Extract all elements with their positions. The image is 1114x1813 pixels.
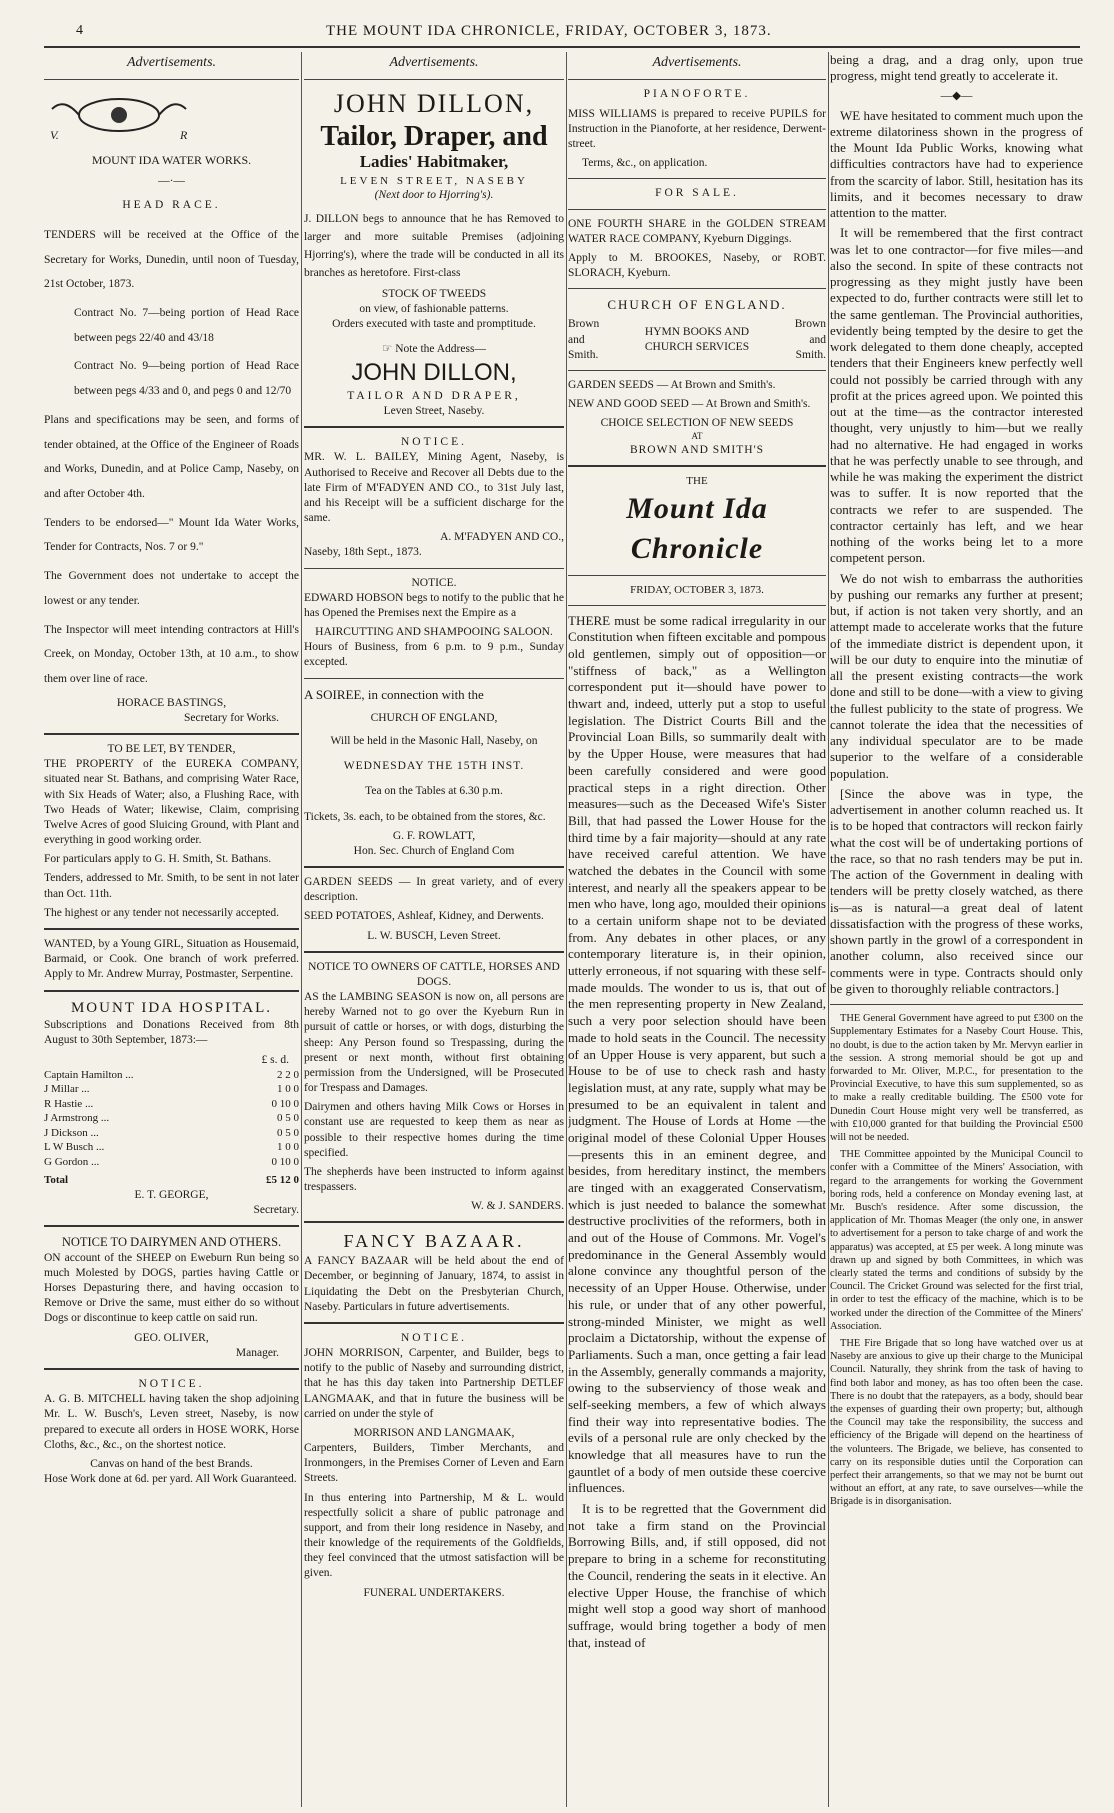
rule xyxy=(568,178,826,179)
bailey-heading: NOTICE. xyxy=(400,436,468,449)
list-item: J Millar ... 1 0 0 xyxy=(44,1083,299,1096)
rule xyxy=(304,866,564,868)
to-let-heading: TO BE LET, BY TENDER, xyxy=(107,743,236,756)
column-divider xyxy=(566,52,567,1807)
dairy-body: ON account of the SHEEP on Eweburn Run being so much Molested by DOGS, parties having Cattle or Horses Depasturing there, and having occasion to Remove or Drive the same, must either do so without Dogs or discontinue to keep cattle on said run. xyxy=(44,1251,299,1325)
seeds-ad-4: AT xyxy=(691,431,703,442)
rule xyxy=(568,465,826,467)
hobson-line: HAIRCUTTING AND SHAMPOOING SALOON. xyxy=(315,626,553,639)
rule xyxy=(304,1322,564,1324)
section-label: Advertisements. xyxy=(126,55,217,70)
pianoforte-heading: PIANOFORTE. xyxy=(643,88,751,101)
pointing-hand-icon: ☞ xyxy=(382,343,396,356)
cattle-heading: NOTICE TO OWNERS OF CATTLE, HORSES AND DOGS. xyxy=(308,960,560,988)
morrison-footer: FUNERAL UNDERTAKERS. xyxy=(363,1586,505,1599)
editorial-works-2: It will be remembered that the first contract was let to one contractor—for five miles—and also the second. In spite of these contracts not progressing as they might justly have been expected to do, further contracts were still let to the same gentleman. The Provincial authorities, evidently being tempted by the desire to get the work delegated to them done cheaply, accepted tenders that their Engineers knew perfectly well could not possibly be carried through with any profit at the prices agreed upon. We pointed this out at the time—as the contractor interested thought, very unjustly to him—but we really had no alternative. He had engaged in works that he was perfectly unable to see through, and while he was making the experiment the district was to suffer. It is now reported that the contracts we refer to are suspended. The contractor certainly has left, and we hear nothing of the works being let to a more competent person. xyxy=(830,225,1083,566)
list-item: J Dickson ... 0 5 0 xyxy=(44,1126,299,1139)
dillon-trade-2: Ladies' Habitmaker, xyxy=(359,152,509,172)
bazaar-body: A FANCY BAZAAR will be held about the end of December, or beginning of January, 1874, to assist in Liquidating the Debt on the Presbyterian Church, Naseby. Particulars in future advertisements. xyxy=(304,1255,564,1313)
head-race-heading: HEAD RACE. xyxy=(122,198,221,211)
soiree-church: CHURCH OF ENGLAND, xyxy=(370,711,498,724)
soiree-signature-title: Hon. Sec. Church of England Com xyxy=(353,844,515,857)
editorial-body-2: It is to be regretted that the Government did not take a firm stand on the Provincial Borrowing Bills, and, if still opposed, did not prepare to bring in a scheme for reconstituting the Council, rendering the seats in it elective. An elective Upper House, the franchise of which might well stop a good way short of manhood suffrage, would bring together a body of men that, instead of xyxy=(568,1501,826,1650)
to-let-body-4: The highest or any tender not necessarily accepted. xyxy=(44,906,280,919)
dillon-trade-3: TAILOR AND DRAPER, xyxy=(347,389,521,402)
column-3 xyxy=(568,52,826,1807)
list-item: G Gordon ... 0 10 0 xyxy=(44,1155,299,1168)
rule xyxy=(304,951,564,953)
rule xyxy=(304,678,564,679)
rule xyxy=(568,370,826,371)
dillon-stock: STOCK OF TWEEDS xyxy=(381,287,487,300)
editorial-works-1: WE have hesitated to comment much upon the extreme dilatoriness shown in the progress of the Mount Ida Public Works, knowing what difficulties contractors have had to experience from the scarcity of labor. Still, hesitation has its limits, and it becomes necessary to draw attention to the matter. xyxy=(830,107,1083,221)
section-label: Advertisements. xyxy=(652,55,742,70)
for-sale-heading: FOR SALE. xyxy=(655,187,739,200)
rule xyxy=(44,79,299,80)
column-4: being a drag, and a drag only, upon true progress, might tend greatly to accelerate it. —◆— WE have hesitated to comment much upon the extreme dilatoriness shown in the progress of the Mount Ida Public Works, knowing what difficulties contractors have had to experience from the scarcity of labor. Still, hesitation has its limits, and it becomes necessary to draw attention to the matter. It will be remembered that the first contract was let to one contractor—for five miles—and also the second. In spite of these contracts not progressing as they might justly have been expected to do, further contracts were still let to the same gentleman. The Provincial authorities, evidently being tempted by the desire to get the work delegated to them done cheaply, accepted tenders that their Engineers knew perfectly well could not possibly be carried through with any profit at the prices agreed upon. We pointed this out at the time—as the contractor interested thought, very unjustly to him—but we really had no alternative. He had engaged in works that he was perfectly unable to see through, and while he was making the experiment the district was to suffer. It is now reported that the contracts we refer to are suspended. The contractor certainly has left, and we hear nothing of the works being let to a more competent person. We do not wish to embarrass the authorities by pushing our remarks any further at present; but, if action is not taken very shortly, and an attempt made to accelerate works that the future of the immediate district is dependent upon, it will be our duty to enquire into the minutiæ of all the present existing contracts—the work done and still to be done—with a view to giving the fullest publicity to the state of progress. We cannot tolerate the idea that the necessities of any individual speculator are to be made superior to the welfare of a considerable population. [Since the above was in type, the advertisement in another column reached us. It is to be hoped that contractors will reckon fairly what the cost will be of undertaking portions of the race, so that no rash tenders may be put in. The action of the Government in dealing with tenders will be pretty closely watched, as there is—as is natural—a great deal of latent dissatisfaction with the progress of these works, shown partly in the growl of a correspondent in another column, also received since our comments were in type. Contracts should only be given to thoroughly reliable contractors.] THE General Government have agreed to put £300 on the Supplementary Estimates for a Naseby Court House. This, no doubt, is due to the action taken by Mr. Mervyn earlier in the session. A strong memorial should be got up and forwarded to Mr. Oliver, M.P.C., for presentation to the Provincial Executive, to have this sum supplemented, so as to make a really creditable building. The £500 vote for Dunedin Court House might very well be transferred, as with £10,000 granted for that building the Provincial £500 will not be needed. THE Committee appointed by the Municipal Council to confer with a Committee of the Miners' Association, with regard to the arrangements for working the Government boring rods, held a conference on Monday evening last, at Mr. Busch's residence. After some discussion, the application of Mr. Thomas Meager (the only one, in answer to advertisement for a person to take charge of and work the apparatus) was accepted, at £5 per week. A long minute was drawn up and signed by both Committees, in which was clearly stated the terms and conditions of subsidy by the Council. The Cricket Ground was selected for the first trial, in order to test the efficacy of the machine, which is to be worked under the direction of the Committee of the Miners' Association. THE Fire Brigade that so long have watched over us at Naseby are anxious to give up their charge to the Municipal Council. Naturally, they shrink from the task of having to find both labor and money, as has too often been the case. There is no doubt that the ratepayers, as a body, should bear the expenses of guarding their own property; but, although the Council may take the responsibility, the success and efficiency of the Brigade will depend on the heartiness of the volunteers. The Brigade, we believe, has consented to carry on its responsible duties until the Corporation can perfect their arrangements, so that we may not be burnt out without an effort, at any rate, to save ourselves—while the Brigade is in disorganisation. xyxy=(830,52,1083,1508)
rule xyxy=(44,928,299,930)
rule xyxy=(568,79,826,80)
water-body-1: TENDERS will be received at the Office of the Secretary for Works, Dunedin, until noon of Tuesday, 21st October, 1873. xyxy=(44,228,299,291)
news-courthouse: THE General Government have agreed to put £300 on the Supplementary Estimates for a Naseby Court House. This, no doubt, is due to the action taken by Mr. Mervyn earlier in the session. A strong memorial should be got up and forwarded to Mr. Oliver, M.P.C., for presentation to the Provincial Executive, to have this sum supplemented, so as to make a really creditable building. The £500 vote for Dunedin Court House might very well be transferred, as with £10,000 granted for that building the Provincial £500 will not be needed. xyxy=(830,1013,1083,1143)
pianoforte-body: MISS WILLIAMS is prepared to receive PUPILS for Instruction in the Pianoforte, at her residence, Derwent-street. xyxy=(568,107,826,150)
news-boring-rods: THE Committee appointed by the Municipal Council to confer with a Committee of the Miners' Association, with regard to the arrangements for working the Government boring rods, held a conference on Monday evening last, at Mr. Busch's residence. After some discussion, the application of Mr. Thomas Meager (the only one, in answer to advertisement for a person to take charge of and work the apparatus) was accepted, at £5 per week. A long minute was drawn up and signed by both Committees, in which was clearly stated the terms and conditions of subsidy by the Council. The Cricket Ground was selected for the first trial, in order to test the efficacy of the machine, which is to be worked under the direction of the Committee of the Miners' Association. xyxy=(830,1149,1083,1332)
water-body-2: Contract No. 7—being portion of Head Race between pegs 22/40 and 43/18 xyxy=(74,306,299,344)
hospital-currency-header: £ s. d. xyxy=(261,1053,289,1066)
list-item: J Armstrong ... 0 5 0 xyxy=(44,1112,299,1125)
page-number: 4 xyxy=(76,23,84,38)
rule xyxy=(304,426,564,428)
church-heading: CHURCH OF ENGLAND. xyxy=(607,297,787,313)
soiree-body: A SOIREE, in connection with the xyxy=(304,686,484,702)
cattle-body-1: AS the LAMBING SEASON is now on, all persons are hereby Warned not to go over the Kyeburn Run in pursuit of cattle or horses, or with dogs, disturbing the sheep: Any Person found so Trespassing, during the present or next month, without first obtaining permission from the Undersigned, will be Prosecuted for Trespass and Damages. xyxy=(304,991,564,1095)
dillon-address: LEVEN STREET, NASEBY xyxy=(340,174,528,187)
editorial-continued: being a drag, and a drag only, upon true progress, might tend greatly to accelerate it. xyxy=(830,52,1083,84)
morrison-body: JOHN MORRISON, Carpenter, and Builder, begs to notify to the public of Naseby and surrounding district, that he has this day taken into Partnership DETLEF LANGMAAK, and that in future the business will be carried on under the style of xyxy=(304,1347,564,1420)
to-let-body-2: For particulars apply to G. H. Smith, St. Bathans. xyxy=(44,853,272,866)
church-books: HYMN BOOKS AND CHURCH SERVICES xyxy=(644,325,750,354)
rule xyxy=(44,1368,299,1370)
water-works-heading: MOUNT IDA WATER WORKS. xyxy=(91,152,252,167)
bailey-body: MR. W. L. BAILEY, Mining Agent, Naseby, is Authorised to Receive and Recover all Debts due to the late Firm of M'FADYEN AND CO., to 31st July last, and his Receipt will be a sufficient discharge for the same. xyxy=(304,451,564,525)
morrison-heading: NOTICE. xyxy=(400,1331,468,1344)
page-masthead xyxy=(26,20,1086,44)
hospital-signature-title: Secretary. xyxy=(253,1204,299,1217)
dillon-orders: Orders executed with taste and promptitude. xyxy=(332,317,536,330)
water-body-5: Tenders to be endorsed—" Mount Ida Water Works, Tender for Contracts, Nos. 7 or 9." xyxy=(44,516,299,554)
rule xyxy=(568,605,826,606)
water-signature: HORACE BASTINGS, xyxy=(116,696,227,709)
header-rule xyxy=(44,46,1080,48)
dillon-body: J. DILLON begs to announce that he has Removed to larger and more suitable Premises (adjoining Hjorring's), where the trade will be conducted in all its branches as heretofore. First-class xyxy=(304,213,564,279)
dillon-name: JOHN DILLON, xyxy=(333,89,535,119)
hospital-intro: Subscriptions and Donations Received from 8th August to 30th September, 1873:— xyxy=(44,1019,299,1047)
morrison-firm: MORRISON AND LANGMAAK, xyxy=(353,1426,515,1439)
page-header-title: THE MOUNT IDA CHRONICLE, FRIDAY, OCTOBER 3, 1873. xyxy=(326,23,772,39)
to-let-body-1: THE PROPERTY of the EUREKA COMPANY, situated near St. Bathans, and comprising Water Race, with Six Heads of Water; also, a Flushing Race, with Two Heads of Water; likewise, Claim, comprising Twelve Acres of good Sluicing Ground, with Plant and everything in good working order. xyxy=(44,758,299,847)
morrison-body-2: Carpenters, Builders, Timber Merchants, and Ironmongers, in the Premises Corner of Leven and Earn Streets. xyxy=(304,1442,564,1485)
rule xyxy=(304,79,564,80)
editorial-works-3: We do not wish to embarrass the authorities by pushing our remarks any further at present; but, if action is not taken very shortly, and an attempt made to accelerate works that the future of the immediate district is dependent upon, it will be our duty to enquire into the minutiæ of all the present existing contracts—the work done and still to be done—with a view to giving the fullest publicity to the state of progress. We cannot tolerate the idea that the necessities of any individual speculator are to be made superior to the welfare of a considerable population. xyxy=(830,570,1083,781)
newspaper-nameplate: Mount Ida Chronicle xyxy=(626,491,768,565)
list-item: Captain Hamilton ... 2 2 0 xyxy=(44,1068,299,1081)
rule xyxy=(44,733,299,735)
bailey-date: Naseby, 18th Sept., 1873. xyxy=(304,546,422,559)
cattle-body-2: Dairymen and others having Milk Cows or Horses in constant use are requested to keep them as near as possible to their respective homes during the time specified. xyxy=(304,1101,564,1159)
rule xyxy=(568,288,826,289)
water-body-3: Contract No. 9—being portion of Head Race between pegs 4/33 and 0, and pegs 0 and 12/70 xyxy=(74,360,299,398)
busch-potatoes: SEED POTATOES, Ashleaf, Kidney, and Derwents. xyxy=(304,910,544,923)
soiree-tea: Tea on the Tables at 6.30 p.m. xyxy=(365,785,503,798)
bailey-signature: A. M'FADYEN AND CO., xyxy=(440,531,564,544)
rule xyxy=(44,990,299,992)
water-signature-title: Secretary for Works. xyxy=(184,711,279,724)
pianoforte-terms: Terms, &c., on application. xyxy=(582,157,708,170)
hobson-body: EDWARD HOBSON begs to notify to the public that he has Opened the Premises next the Empire as a xyxy=(304,591,564,619)
church-seller-left: Brown and Smith. xyxy=(568,318,600,361)
soiree-tickets: Tickets, 3s. each, to be obtained from the stores, &c. xyxy=(304,810,546,823)
seeds-ad-1: GARDEN SEEDS — At Brown and Smith's. xyxy=(568,378,776,391)
rule xyxy=(830,1004,1083,1005)
dillon-stock-2: on view, of fashionable patterns. xyxy=(359,302,509,315)
rule xyxy=(568,575,826,576)
dillon-address-2: (Next door to Hjorring's). xyxy=(374,189,494,202)
list-item: L W Busch ... 1 0 0 xyxy=(44,1141,299,1154)
editorial-body-1: THERE must be some radical irregularity in our Constitution when fifteen excitable and pompous old gentlemen, simply out of opposition—or "stiffness of back," as a Wellington correspondent put it—should have power to thwart and, indeed, utterly put a stop to useful legislation. The District Courts Bill and the Provincial Loan Bills, so summarily dealt with by the Upper House, were measures that had been carefully considered and were good practical steps in a right direction. Other measures—such as the Deceased Wife's Sister Bill, that had passed the Lower House for the third time by a fair majority—should at any rate have received careful attention. We have watched the debates in the Council with some interest, and nearly all the speakers appear to be men who have, long ago, moulded their opinions to a certain uniform shape not to be deviated from. Any debates in other places, or any contemporary literature is, in their opinion, utterly erroneous, if not squaring with these self-made moulds. The wonder to us is, that out of the men representing property in New Zealand, such a very poor selection should have been made to hold seats in the Council. The necessity of an Upper House is very apparent, but such a House to be of use to check rash and hasty legislation must, at any rate, supply what may be presumed to be an equivalent in talent and judgment. The House of Lords at Home —the original model of these Colonial Upper Houses—presents this in an eminent degree, and besides, from hereditary instinct, the members are tinged with an exaggerated Conservatism, which is just needed to balance the somewhat destructive proclivities of the reformers, both in and out of the House of Commons. Mr. Vogel's predominance in the General Assembly would alone convince any thoughtful person of the necessity of an Upper House. Otherwise, under his rule, or under that of any other powerful, strong-minded Minister, we might as well proclaim a Dictatorship, without the expense of Parliaments. Such a man, once getting a fair lead in the Assembly, generally commands a majority, owing to the subserviency of those weak and self-seeking members, a few of which always find their way into representative bodies. The evils of a personal rule are only checked by the knowledge that all measures have to run the gauntlet of a body of men outside these coercive influences. xyxy=(568,612,826,1496)
to-let-body-3: Tenders, addressed to Mr. Smith, to be sent in not later than Oct. 11th. xyxy=(44,872,299,900)
list-item: R Hastie ... 0 10 0 xyxy=(44,1097,299,1110)
paper-the: THE xyxy=(686,475,708,488)
dillon-note: ☞ Note the Address— xyxy=(382,343,486,356)
rule xyxy=(568,209,826,210)
rule xyxy=(44,1225,299,1227)
seeds-ad-5: BROWN AND SMITH'S xyxy=(629,444,765,457)
mitchell-body: A. G. B. MITCHELL having taken the shop adjoining Mr. L. W. Busch's, Leven street, Naseby, is now prepared to execute all orders in HOSE WORK, Horse Cloths, &c., &c., on the shortest notice. xyxy=(44,1393,299,1451)
bazaar-heading: FANCY BAZAAR. xyxy=(343,1231,525,1252)
section-label: Advertisements. xyxy=(389,55,479,70)
mitchell-body-3: Hose Work done at 6d. per yard. All Work Guaranteed. xyxy=(44,1473,297,1486)
svg-text:R: R xyxy=(180,128,188,143)
paper-date: FRIDAY, OCTOBER 3, 1873. xyxy=(630,584,764,597)
dillon-trade: Tailor, Draper, and xyxy=(320,120,548,152)
busch-seeds: GARDEN SEEDS — In great variety, and of every description. xyxy=(304,876,564,904)
news-fire-brigade: THE Fire Brigade that so long have watched over us at Naseby are anxious to give up their charge to the Municipal Council. Naturally, they shrink from the task of having to find both labor and money, as has too often been the case. There is no doubt that the ratepayers, as a body, should bear the expenses of guarding their own property; but, although the Council may take the responsibility, the success and efficiency of the Brigade will depend on the heartiness of the volunteers. The Brigade, we believe, has consented to carry on its responsible duties until the Corporation can perfect their arrangements, so that we may not be burnt out without an effort, at any rate, to save ourselves—while the Brigade is in disorganisation. xyxy=(830,1338,1083,1508)
column-1: Advertisements. V. R MOUNT IDA WATER WORKS. —·— HEAD RACE. TENDERS will be received at the Office of the Secretary for Works, Dunedin, until noon of Tuesday, 21st October, 1873. Contract No. 7—being portion of Head Race between pegs 22/40 and 43/18 Contract No. 9—being portion of Head Race between pegs 4/33 and 0, and pegs 0 and 12/70 Plans and specifications may be seen, and forms of tender obtained, at the Office of the Engineer of Roads and Works, Dunedin, and at Police Camp, Naseby, on and after October 4th. Tenders to be endorsed—" Mount Ida Water Works, Tender for Contracts, Nos. 7 or 9." The Government does not undertake to accept the lowest or any tender. The Inspector will meet intending contractors at Hill's Creek, on Monday, October 13th, at 10 a.m., to show them over line of race. HORACE BASTINGS, Secretary for Works. TO BE LET, BY TENDER, THE PROPERTY of the EUREKA COMPANY, situated near St. Bathans, and comprising Water Race, with Six Heads of Water; also, a Flushing Race, with Two Heads of Water; likewise, Claim, comprising Twelve Acres of good Sluicing Ground, with Plant and everything in good working order. For particulars apply to G. H. Smith, St. Bathans. Tenders, addressed to Mr. Smith, to be sent in not later than Oct. 11th. The highest or any tender not necessarily accepted. WANTED, by a Young GIRL, Situation as Housemaid, Barmaid, or Cook. One branch of work preferred. Apply to Mr. Andrew Murray, Postmaster, Serpentine. MOUNT IDA HOSPITAL. Subscriptions and Donations Received from 8th August to 30th September, 1873:— £ s. d. Captain Hamilton ... 2 2 0 J Millar ... 1 0 0 R Hastie ... 0 10 0 J Armstrong ... 0 5 0 J Dickson ... 0 5 0 L W Busch ... 1 0 0 G Gordon ... 0 10 0 Total £5 12 0 E. T. GEORGE, Secretary. NOTICE TO DAIRYMEN AND OTHERS. ON account of the SHEEP on Eweburn Run being so much Molested by DOGS, parties having Cattle or Horses Depasturing there, and having occasion to Remove or Drive the same, must either do so without Dogs or discontinue to keep cattle on said run. GEO. OLIVER, Manager. NOTICE. A. G. B. MITCHELL having taken the shop adjoining Mr. L. W. Busch's, Leven street, Naseby, is now prepared to execute all orders in HOSE WORK, Horse Cloths, &c., &c., on the shortest notice. Canvas on hand of the best Brands. Hose Work done at 6d. per yard. All Work Guaranteed. xyxy=(44,52,299,1807)
rule xyxy=(304,1221,564,1223)
water-body-4: Plans and specifications may be seen, and forms of tender obtained, at the Office of the Engineer of Roads and Works, Dunedin, and at Police Camp, Naseby, on and after October 4th. xyxy=(44,413,299,500)
soiree-date: WEDNESDAY THE 15TH INST. xyxy=(343,760,525,773)
for-sale-apply: Apply to M. BROOKES, Naseby, or ROBT. SLORACH, Kyeburn. xyxy=(568,251,826,280)
column-divider xyxy=(301,52,302,1807)
hospital-total: Total £5 12 0 xyxy=(44,1174,299,1187)
soiree-where: Will be held in the Masonic Hall, Naseby, on xyxy=(330,734,538,747)
dairy-heading: NOTICE TO DAIRYMEN AND OTHERS. xyxy=(61,1235,282,1250)
church-books-row xyxy=(568,317,826,363)
water-body-7: The Inspector will meet intending contractors at Hill's Creek, on Monday, October 13th, at 10 a.m., to show them over line of race. xyxy=(44,623,299,686)
hospital-heading: MOUNT IDA HOSPITAL. xyxy=(70,999,273,1016)
busch-signature: L. W. BUSCH, Leven Street. xyxy=(367,929,501,942)
seeds-ad-2: NEW AND GOOD SEED — At Brown and Smith's. xyxy=(568,398,811,411)
church-seller-right: Brown and Smith. xyxy=(794,318,826,361)
column-2 xyxy=(304,52,564,1807)
hospital-signature: E. T. GEORGE, xyxy=(134,1188,209,1201)
for-sale-body: ONE FOURTH SHARE in the GOLDEN STREAM WATER RACE COMPANY, Kyeburn Diggings. xyxy=(568,217,826,245)
dairy-signature: GEO. OLIVER, xyxy=(134,1331,209,1344)
editorial-works-4: [Since the above was in type, the advertisement in another column reached us. It is to be hoped that contractors will reckon fairly what the cost will be of undertaking portions of the race, so that no rash tenders may be put in. The action of the Government in dealing with tenders will be pretty closely watched, as there is—as is natural—a great deal of latent dissatisfaction with the progress of these works, shown partly in the growl of a correspondent in another column, also received since our comments were in type. Contracts should only be given to thoroughly reliable contractors.] xyxy=(830,785,1083,996)
dairy-signature-title: Manager. xyxy=(235,1346,279,1359)
dillon-name-2: JOHN DILLON, xyxy=(351,359,517,387)
soiree-signature: G. F. ROWLATT, xyxy=(392,829,476,842)
cattle-body-3: The shepherds have been instructed to inform against trespassers. xyxy=(304,1165,564,1194)
cattle-signature: W. & J. SANDERS. xyxy=(471,1200,564,1213)
wanted-body: WANTED, by a Young GIRL, Situation as Housemaid, Barmaid, or Cook. One branch of work preferred. Apply to Mr. Andrew Murray, Postmaster, Serpentine. xyxy=(44,937,299,981)
hobson-heading: NOTICE. xyxy=(411,576,457,589)
column-divider xyxy=(828,52,829,1807)
water-body-6: The Government does not undertake to accept the lowest or any tender. xyxy=(44,570,299,607)
hobson-hours: Hours of Business, from 6 p.m. to 9 p.m., Sunday excepted. xyxy=(304,641,564,669)
royal-arms-emblem-icon xyxy=(44,87,194,143)
mitchell-body-2: Canvas on hand of the best Brands. xyxy=(90,1457,253,1470)
mitchell-heading: NOTICE. xyxy=(138,1377,205,1390)
svg-text:V.: V. xyxy=(50,128,59,143)
seeds-ad-3: CHOICE SELECTION OF NEW SEEDS xyxy=(600,417,794,430)
dillon-address-3: Leven Street, Naseby. xyxy=(383,405,485,418)
rule xyxy=(304,568,564,569)
morrison-body-3: In thus entering into Partnership, M & L. would respectfully solicit a share of public patronage and support, and from their long residence in Naseby, and their knowledge of the requirements of the Goldfields, they feel convinced that the utmost satisfaction will be given. xyxy=(304,1491,564,1580)
